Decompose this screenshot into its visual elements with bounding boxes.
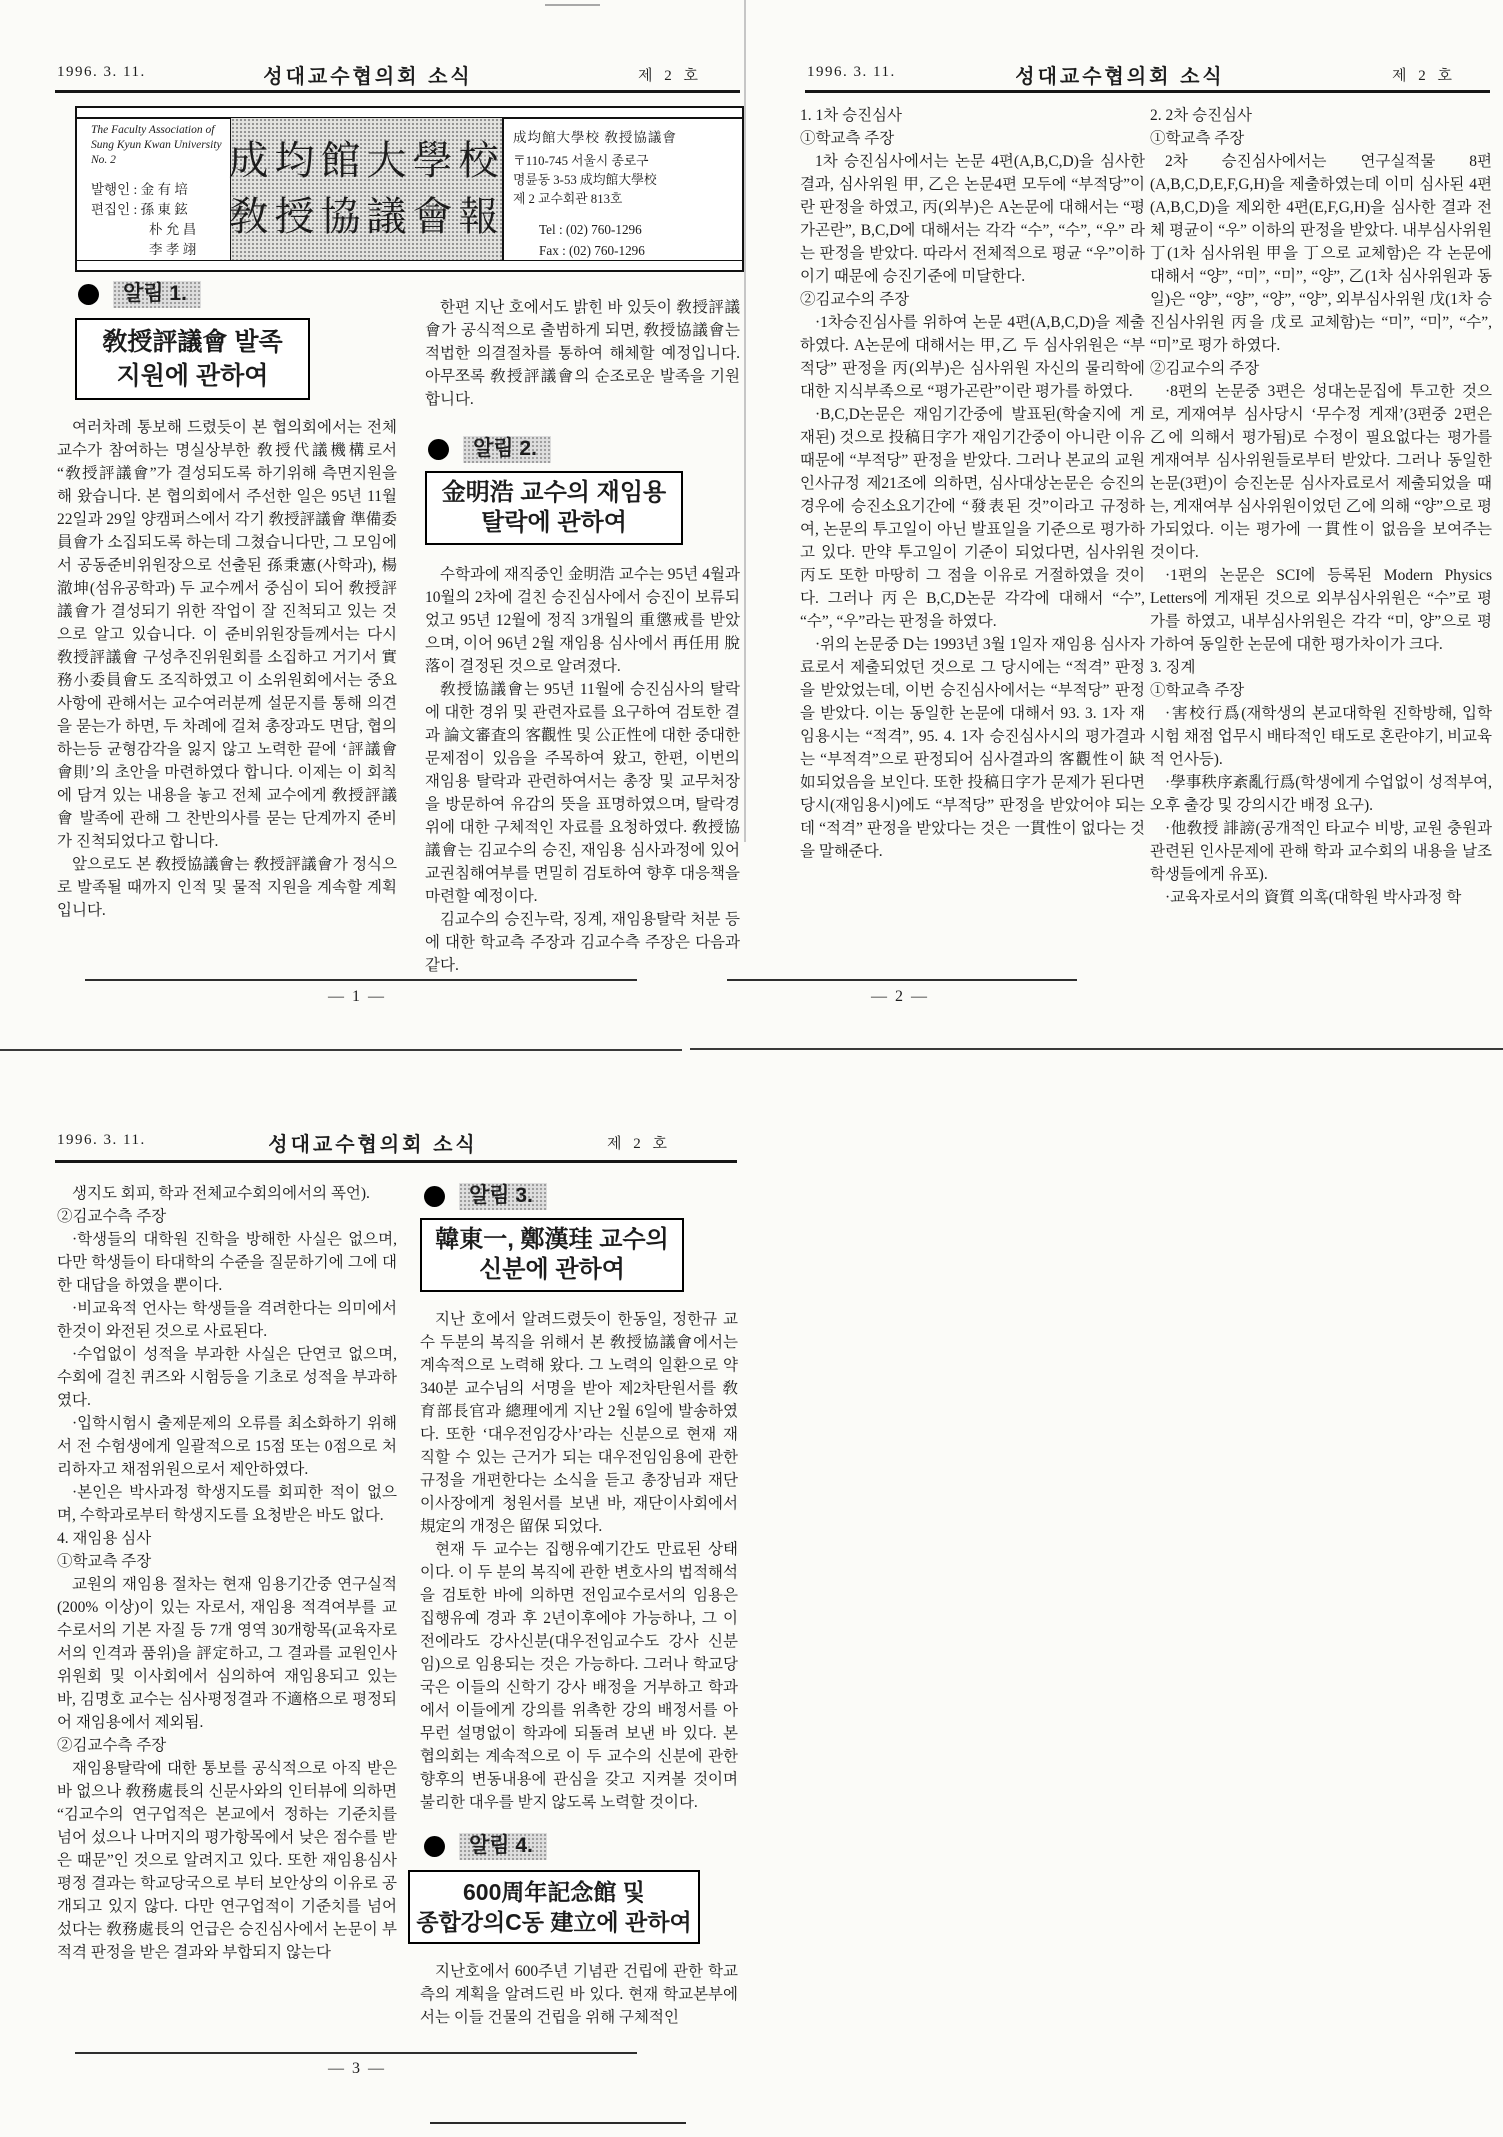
article-4-title-line: 종합강의C동 建立에 관하여 bbox=[416, 1909, 692, 1935]
article-4-title-box bbox=[408, 1870, 700, 1944]
sub-heading: ①학교측 주장 bbox=[800, 130, 895, 147]
page3-issue: 제 2 호 bbox=[607, 1136, 671, 1152]
notice-3-label: 알림 3. bbox=[459, 1183, 547, 1210]
bullet-icon bbox=[428, 439, 449, 460]
article-1-title-box bbox=[75, 318, 310, 400]
scan-separator-right bbox=[690, 1048, 1503, 1050]
page2-running-title: 성대교수협의회 소식 bbox=[1015, 66, 1225, 88]
page1-footer-rule bbox=[85, 979, 637, 981]
paragraph: ·입학시험시 출제문제의 오류를 최소화하기 위해서 전 수험생에게 일괄적으로 15점 또는 0점으로 처리하자고 채점위원으로서 제안하였다. bbox=[57, 1415, 397, 1478]
bullet-icon bbox=[78, 284, 99, 305]
sub-heading: ②김교수측 주장 bbox=[57, 1737, 167, 1754]
article-2-title-line: 탈락에 관하여 bbox=[481, 509, 627, 536]
masthead-box bbox=[75, 106, 744, 272]
notice-1-header bbox=[78, 280, 397, 308]
masthead-title-line2: 敎授協議會報 bbox=[228, 194, 505, 239]
paragraph: ·1차승진심사를 위하여 논문 4편(A,B,C,D)을 제출하였다. A논문에 대해서는 甲,乙 두 심사위원은 “부적당” 판정을 丙(외부)은 심사위원 자신의 물리학에 대한 지식부족으로 “평가곤란”이란 평가를 하였다. bbox=[800, 314, 1145, 400]
page1-number: — 1 — bbox=[328, 988, 386, 1005]
page3-number: — 3 — bbox=[328, 2060, 386, 2077]
page2-header-rule bbox=[805, 90, 1490, 93]
paragraph: 재임용탈락에 대한 통보를 공식적으로 아직 받은 바 없으나 敎務處長의 신문사와의 인터뷰에 의하면 “김교수의 연구업적은 본교에서 정하는 기준치를 넘어 섰으나 나머지의 평가항목에서 낮은 점수를 받은 때문”인 것으로 알려지고 있다. 또한 재임용심사평정 결과는 학교당국으로 부터 보안상의 이유로 공개되고 있지 않다. 다만 연구업적이 기준치를 넘어 섰다는 敎務處長의 언급은 승진심사에서 논문이 부적격 판정을 받은 결과와 부합되지 않는다 bbox=[57, 1760, 397, 1961]
paragraph: 2차 승진심사에서는 연구실적물 8편(A,B,C,D,E,F,G,H)을 제출하였는데 이미 심사된 4편(A,B,C,D)을 제외한 4편(E,F,G,H)을 심사한 결과 전체 평균이 “우” 이하의 판정을 받았다. 내부심사위원 丁(1차 심사위원 甲을 丁으로 교체함)은 각 논문에 대해서 “양”, “미”, “미”, “양”, 乙(1차 심사위원과 동일)은 “양”, “양”, “양”, “양”, 외부심사위원 戊(1차 승진심사위원 丙을 戊로 교체함)는 “미”, “미”, “수”, “미”로 평가 하였다. bbox=[1150, 153, 1492, 354]
page3-footer-rule bbox=[75, 2052, 637, 2054]
paragraph: ·비교육적 언사는 학생들을 격려한다는 의미에서 한것이 와전된 것으로 사료된다. bbox=[57, 1300, 397, 1340]
page2-number: — 2 — bbox=[871, 988, 929, 1005]
paragraph: 여러차례 통보해 드렸듯이 본 협의회에서는 전체 교수가 참여하는 명실상부한 敎授代議機構로서 “敎授評議會”가 결성되도록 하기위해 측면지원을 해 왔습니다. 본 협의회에서 주선한 일은 95년 11월 22일과 29일 양캠퍼스에서 각기 敎授評議會 準備委員會가 소집되도록 하는데 그쳤습니다만, 그 모임에서 공동준비위원장으로 선출된 孫秉憲(사학과), 楊澈坤(섬유공학과) 두 교수께서 중심이 되어 敎授評議會가 결성되기 위한 작업이 잘 진척되고 있는 것으로 알고 있습니다. 이 준비위원장들께서는 다시 敎授評議會 구성추진위원회를 소집하고 거기서 實務小委員會도 조직하였고 이 소위원회에서는 중요사항에 관해서는 교수여러분께 설문지를 통해 의견을 묻는가 하면, 두 차례에 걸쳐 총장과도 면담, 협의하는등 균형감각을 잃지 않고 노력한 끝에 ‘評議會會則’의 초안을 마련하였다 합니다. 이제는 이 회칙에 담겨 있는 내용을 놓고 전체 교수에게 敎授評議會 발족에 관해 그 찬반의사를 묻는 단계까지 준비가 진척되었다고 합니다. bbox=[57, 419, 397, 850]
paragraph: 교원의 재임용 절차는 현재 임용기간중 연구실적(200% 이상)이 있는 자로서, 재임용 적격여부를 교수로서의 기본 자질 등 7개 영역 30개항목(교육자로서의 인격과 품위)을 評定하고, 그 결과를 교원인사위원회 및 이사회에서 심의하여 재임용되고 있는 바, 김명호 교수는 심사평정결과 不適格으로 평정되어 재임용에서 제외됨. bbox=[57, 1576, 397, 1731]
masthead-contact bbox=[503, 118, 738, 260]
page3-header-rule bbox=[55, 1160, 737, 1163]
page3-date: 1996. 3. 11. bbox=[57, 1132, 146, 1148]
paragraph: ·B,C,D논문은 재임기간중에 발표된(학술지에 게재된) 것으로 投稿日字가 재임기간중이 아니란 이유 때문에 “부적당” 판정을 받았다. 그러나 본교의 교원인사규정 제21조에 의하면, 심사대상논문은 승진의 경우에 승진소요기간에 “發表된 것”이라고 규정하여, 논문의 투고일이 아닌 발표일을 기준으로 평가하고 있다. 만약 투고일이 기준이 되었다면, 심사위원 丙도 또한 마땅히 그 점을 이유로 거절하였을 것이다. 그러나 丙은 B,C,D논문 각각에 대해서 “수”, “수”, “우”라는 판정을 하였다. bbox=[800, 406, 1145, 630]
scan-separator-left bbox=[0, 1049, 682, 1051]
article-3-title-box bbox=[420, 1218, 684, 1292]
article-2-title-box bbox=[425, 471, 683, 545]
page3-running-title: 성대교수협의회 소식 bbox=[268, 1134, 478, 1156]
notice-2-label: 알림 2. bbox=[463, 436, 551, 463]
page2-date: 1996. 3. 11. bbox=[807, 64, 896, 80]
scan-artifact-dash bbox=[545, 4, 600, 6]
page2-footer-rule bbox=[727, 979, 1077, 981]
masthead-title-line1: 成均館大學校 bbox=[228, 138, 505, 183]
sub-heading: 4. 재임용 심사 bbox=[57, 1530, 152, 1547]
paragraph: ·위의 논문중 D는 1993년 3월 1일자 재임용 심사자료로서 제출되었던 것으로 그 당시에는 “적격” 판정을 받았었는데, 이번 승진심사에서는 “부적당” 판정을 받았다. 이는 동일한 논문에 대해서 93. 3. 1자 재임용시는 “적격”, 95. 4. 1자 승진심사시의 평가결과는 “부적격”으로 판정되어 심사결과의 客觀性이 缺如되었음을 보인다. 또한 投稿日字가 문제가 된다면 당시(재임용시)에도 “부적당” 판정을 받았어야 되는데 “적격” 판정을 받았다는 것은 一貫性이 없다는 것을 말해준다. bbox=[800, 636, 1145, 860]
paragraph: 1차 승진심사에서는 논문 4편(A,B,C,D)을 심사한 결과, 심사위원 甲, 乙은 논문4편 모두에 “부적당”이란 판정을 하였고, 丙(외부)은 A논문에 대해서는 “평가곤란”, B,C,D에 대해서는 각각 “수”, “수”, “우” 라는 판정을 받았다. 따라서 전체적으로 평균 “우”이하이기 때문에 승진기준에 미달한다. bbox=[800, 153, 1145, 285]
paragraph: ·교육자로서의 資質 의혹(대학원 박사과정 학 bbox=[1165, 889, 1462, 906]
paragraph: 생지도 회피, 학과 전체교수회의에서의 폭언). bbox=[72, 1185, 370, 1202]
article-1-title-line: 敎授評議會 발족 bbox=[102, 328, 283, 356]
paragraph: ·수업없이 성적을 부과한 사실은 단연코 없으며, 수회에 걸친 퀴즈와 시험등을 기초로 성적을 부과하였다. bbox=[57, 1346, 397, 1409]
notice-1-label: 알림 1. bbox=[113, 281, 201, 308]
masthead-imprint bbox=[77, 118, 230, 260]
sub-heading: ①학교측 주장 bbox=[1150, 682, 1245, 699]
notice-2-header bbox=[428, 435, 740, 463]
paragraph: ·학생들의 대학원 진학을 방해한 사실은 없으며, 다만 학생들이 타대학의 수준을 질문하기에 그에 대한 대답을 하였을 뿐이다. bbox=[57, 1231, 397, 1294]
notice-3-header bbox=[424, 1182, 738, 1210]
sub-heading: ②김교수측 주장 bbox=[57, 1208, 167, 1225]
paragraph: 敎授協議會는 95년 11월에 승진심사의 탈락에 대한 경위 및 관련자료를 요구하여 검토한 결과 論文審査의 客觀性 및 公正性에 대한 중대한 문제점이 있음을 주목하여 왔고, 한편, 이번의 재임용 탈락과 관련하여서는 총장 및 교무처장을 방문하여 유감의 뜻을 표명하였으며, 탈락경위에 대한 구체적인 자료를 요청하였다. 敎授協議會는 김교수의 승진, 재임용 심사과정에 있어 교권침해여부를 면밀히 검토하여 향후 대응책을 마련할 예정이다. bbox=[425, 681, 740, 905]
masthead-address-line: 제 2 교수회관 813호 bbox=[513, 192, 623, 206]
page2-right-column bbox=[1150, 104, 1492, 909]
page1-left-column bbox=[57, 280, 397, 922]
sub-heading: 1. 1차 승진심사 bbox=[800, 107, 902, 124]
editor-line: 李 孝 翊 bbox=[149, 242, 197, 257]
masthead-fax: Fax : (02) 760-1296 bbox=[539, 243, 645, 258]
paragraph: ·害校行爲(재학생의 본교대학원 진학방해, 입학시험 채점 업무시 배타적인 태도로 혼란야기, 비교육적 언사등). bbox=[1150, 705, 1492, 768]
page1-issue: 제 2 호 bbox=[638, 68, 702, 84]
publisher-line: 발행인 : 金 有 培 bbox=[91, 182, 188, 197]
page2-left-column bbox=[800, 104, 1145, 863]
article-3-title-line: 韓東一, 鄭漢珪 교수의 bbox=[435, 1226, 669, 1253]
bullet-icon bbox=[424, 1836, 445, 1857]
paragraph: 수학과에 재직중인 金明浩 교수는 95년 4월과 10월의 2차에 걸친 승진심사에서 승진이 보류되었고 95년 12월에 정직 3개월의 重懲戒를 받았으며, 이어 96년 2월 재임용 심사에서 再任用 脫落이 결정된 것으로 알려졌다. bbox=[425, 566, 740, 675]
masthead-org: 成均館大學校 敎授協議會 bbox=[513, 130, 677, 145]
sub-heading: ②김교수의 주장 bbox=[800, 291, 910, 308]
paragraph: 앞으로도 본 敎授協議會는 敎授評議會가 정식으로 발족될 때까지 인적 및 물적 지원을 계속할 계획입니다. bbox=[57, 856, 397, 919]
editor-line: 편집인 : 孫 東 鉉 bbox=[91, 202, 188, 217]
paragraph: ·他敎授 誹謗(공개적인 타교수 비방, 교원 충원과 관련된 인사문제에 관해 학과 교수회의 내용을 날조 학생들에게 유포). bbox=[1150, 820, 1492, 883]
masthead-title-block bbox=[228, 118, 505, 260]
paragraph: 현재 두 교수는 집행유예기간도 만료된 상태이다. 이 두 분의 복직에 관한 변호사의 법적해석을 검토한 바에 의하면 전임교수로서의 임용은 집행유예 경과 후 2년이후에야 가능하나, 그 이전에라도 강사신분(대우전임교수도 강사 신분임)으로 임용되는 것은 가능하다. 그러나 학교당국은 이들의 신학기 강사 배정을 거부하고 학과에서 이들에게 강의를 위촉한 강의 배정서를 아무런 설명없이 학과에 되돌려 보낸 바 있다. 본 협의회는 계속적으로 이 두 교수의 신분에 관한 향후의 변동내용에 관심을 갖고 지켜볼 것이며 불리한 대우를 받지 않도록 노력할 것이다. bbox=[420, 1541, 738, 1811]
page3-left-column bbox=[57, 1182, 397, 1964]
page1-header-rule bbox=[55, 90, 740, 93]
paragraph: 지난 호에서 알려드렸듯이 한동일, 정한규 교수 두분의 복직을 위해서 본 敎授協議會에서는 계속적으로 노력해 왔다. 그 노력의 일환으로 약 340분 교수님의 서명을 받아 제2차탄원서를 敎育部長官과 總理에게 지난 2월 6일에 발송하였다. 또한 ‘대우전임강사’라는 신분으로 현재 재직할 수 있는 근거가 되는 대우전임임용에 관한 규정을 개편한다는 소식을 듣고 총장님과 재단이사장에게 청원서를 보낸 바, 재단이사회에서 規定의 개정은 留保 되었다. bbox=[420, 1311, 738, 1535]
paragraph: ·본인은 박사과정 학생지도를 회피한 적이 없으며, 수학과로부터 학생지도를 요청받은 바도 없다. bbox=[57, 1484, 397, 1524]
paragraph: 김교수의 승진누락, 징계, 재임용탈락 처분 등에 대한 학교측 주장과 김교수측 주장은 다음과 같다. bbox=[425, 911, 740, 974]
masthead-english-line: No. 2 bbox=[91, 154, 116, 166]
article-1-title-line: 지원에 관하여 bbox=[116, 362, 269, 390]
paragraph: 한편 지난 호에서도 밝힌 바 있듯이 敎授評議會가 공식적으로 출범하게 되면, 敎授協議會는 적법한 의결절차를 통하여 해체할 예정입니다. 아무쪼록 敎授評議會의 순조로운 발족을 기원합니다. bbox=[425, 299, 740, 408]
masthead-english-line: Sung Kyun Kwan University bbox=[91, 139, 222, 151]
paragraph: ·1편의 논문은 SCI에 등록된 Modern Physics Letters에 게재된 것으로 외부심사위원은 “수”로 평가를 하였고, 내부심사위원은 각각 “미, 양”으로 평가하여 동일한 논문에 대한 평가차이가 크다. bbox=[1150, 567, 1492, 653]
editor-line: 朴 允 昌 bbox=[149, 222, 197, 237]
masthead-english-line: The Faculty Association of bbox=[91, 124, 215, 136]
page-gap-line bbox=[744, 0, 746, 842]
notice-4-label: 알림 4. bbox=[459, 1833, 547, 1860]
notice-4-header bbox=[424, 1832, 738, 1860]
paragraph: ·學事秩序紊亂行爲(학생에게 수업없이 성적부여, 오후 출강 및 강의시간 배정 요구). bbox=[1150, 774, 1492, 814]
article-3-title-line: 신분에 관하여 bbox=[479, 1256, 625, 1283]
sub-heading: ②김교수의 주장 bbox=[1150, 360, 1260, 377]
masthead-address-line: 〒110-745 서울시 종로구 bbox=[513, 154, 649, 168]
paragraph: 지난호에서 600주년 기념관 건립에 관한 학교측의 계획을 알려드린 바 있다. 현재 학교본부에서는 이들 건물의 건립을 위해 구체적인 bbox=[420, 1963, 738, 2026]
scan-artifact-bottom-line bbox=[430, 2122, 686, 2124]
page3-right-column bbox=[416, 1182, 738, 2029]
sub-heading: 2. 2차 승진심사 bbox=[1150, 107, 1252, 124]
page2-issue: 제 2 호 bbox=[1392, 68, 1456, 84]
page1-right-column bbox=[425, 296, 740, 977]
masthead-address-line: 명륜동 3-53 成均館大學校 bbox=[513, 173, 657, 187]
article-2-title-line: 金明浩 교수의 재임용 bbox=[441, 479, 667, 506]
sub-heading: ①학교측 주장 bbox=[1150, 130, 1245, 147]
sub-heading: 3. 징계 bbox=[1150, 659, 1196, 676]
bullet-icon bbox=[424, 1186, 445, 1207]
masthead-tel: Tel : (02) 760-1296 bbox=[539, 222, 642, 237]
paragraph: ·8편의 논문중 3편은 성대논문집에 투고한 것으로, 게재여부 심사당시 ‘무수정 게재’(3편중 2편은 乙에 의해서 평가됨)로 수정이 필요없다는 평가를 게재여부 심사위원들로부터 받았다. 그러나 동일한 논문(3편)이 승진논문 심사자료로서 제출되었을 때는, 게재여부 심사위원이었던 乙에 의해 “양”으로 평가되었다. 이는 평가에 一貫性이 없음을 보여주는 것이다. bbox=[1150, 383, 1492, 561]
sub-heading: ①학교측 주장 bbox=[57, 1553, 152, 1570]
page1-running-title: 성대교수협의회 소식 bbox=[263, 66, 473, 88]
article-4-title-line: 600周年記念館 및 bbox=[463, 1879, 645, 1905]
page1-date: 1996. 3. 11. bbox=[57, 64, 146, 80]
